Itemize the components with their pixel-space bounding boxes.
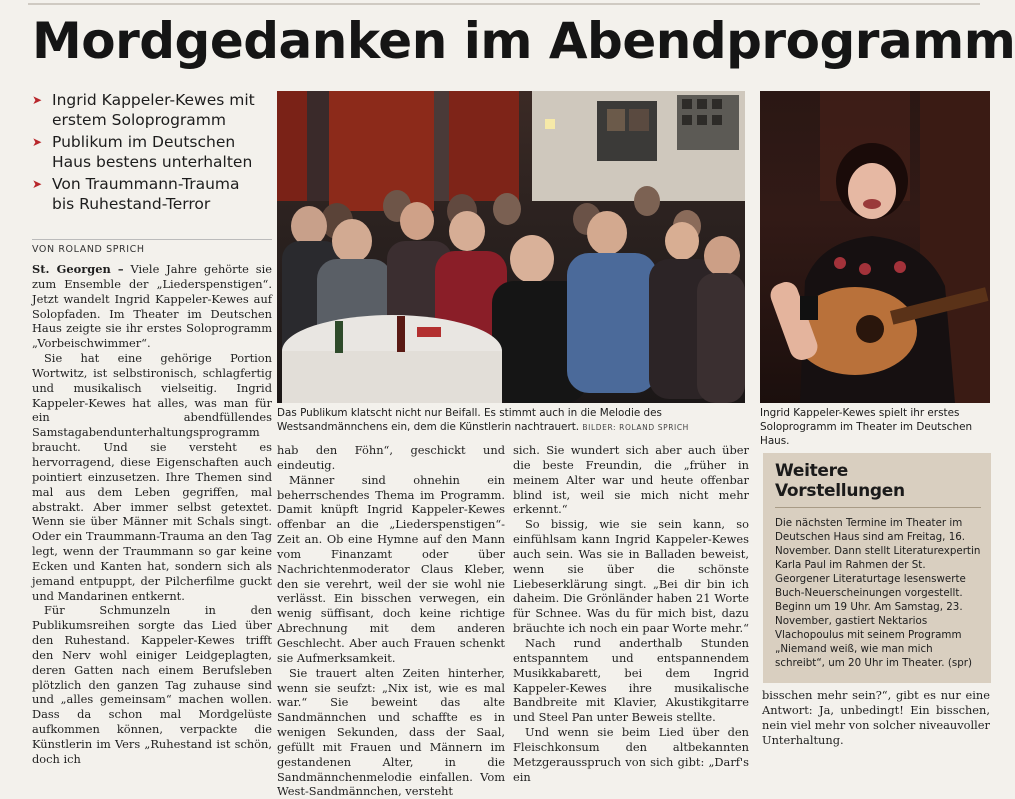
bullet-text: Ingrid Kappeler-Kewes mit erstem Soloprogramm (52, 91, 255, 129)
arrow-bullet-icon: ➤ (32, 177, 43, 191)
paragraph: sich. Sie wundert sich aber auch über die beste Freundin, die „früher in meinem Alter war und heute offenbar blind ist, weil sie mich nicht mehr erkennt.“ (513, 443, 749, 517)
article-column-1 (32, 262, 272, 767)
article-column-2 (277, 443, 505, 799)
audience-photo-graphic (277, 91, 745, 403)
bullet-item (30, 90, 262, 130)
performer-photo (760, 91, 990, 403)
arrow-bullet-icon: ➤ (32, 93, 43, 107)
paragraph (32, 262, 272, 351)
arrow-bullet-icon: ➤ (32, 135, 43, 149)
paragraph: Sie hat eine gehörige Portion Wortwitz, ist selbstironisch, schlagfertig und musikalisch vielseitig. Ingrid Kappeler-Kewes hat alles, was man für ein abendfüllendes Samstagabendunterhaltungsprogramm braucht. Und sie versteht es hervorragend, diese Eigenschaften auch pointiert einzusetzen. Ihre Themen sind mal aus dem Leben gegriffen, mal abstrakt. Aber immer selbst getextet. Wenn sie über Männer mit Schals singt. Oder ein Traummann-Trauma an den Tag legt, wenn der Traummann so gar keine Ecken und Kanten hat, sondern sich als jemand entpuppt, der Pilcherfilme guckt und Mandarinen entkernt. (32, 351, 272, 603)
paragraph: bisschen mehr sein?“, gibt es nur eine Antwort: Ja, unbedingt! Ein bisschen, nein viel mehr von solcher niveauvoller Unterhaltung. (762, 688, 990, 747)
top-rule (28, 3, 980, 5)
dateline: St. Georgen – (32, 262, 124, 276)
headline: Mordgedanken im Abendprogramm (32, 12, 1015, 70)
paragraph: Männer sind ohnehin ein beherrschendes Thema im Programm. Damit knüpft Ingrid Kappeler-Kewes offenbar an die „Liederspenstigen“-Zeit an. Ob eine Hymne auf den Mann vom Finanzamt oder über Nachrichtenmoderator Claus Kleber, den sie verehrt, weil der sie wohl nie verlässt. Ein bisschen verwegen, ein wenig süffisant, doch keine richtige Abrechnung mit dem anderen Geschlecht. Aber auch Frauen schenkt sie Aufmerksamkeit. (277, 472, 505, 665)
article-column-4 (762, 688, 990, 747)
audience-photo (277, 91, 745, 403)
paragraph: Für Schmunzeln in den Publikumsreihen sorgte das Lied über den Ruhestand. Kappeler-Kewes trifft den Nerv wohl einiger Leidgeplagten, deren Gatten nach einem Berufsleben plötzlich den ganzen Tag zuhause sind und „alles gemeinsam“ machen wollen. Dass da schon mal Mordgelüste aufkommen können, verpackte die Künstlerin im Vers „Ruhestand ist schön, doch ich (32, 603, 272, 766)
summary-bullets (30, 90, 262, 216)
info-box-text: Die nächsten Termine im Theater im Deutschen Haus sind am Freitag, 16. November. Dann stellt Literaturexpertin Karla Paul im Rahmen der St. Georgener Literaturtage lesenswerte Buch-Neuerscheinungen vorgestellt. Beginn um 19 Uhr. Am Samstag, 23. November, gastiert Nektarios Vlachopoulus mit seinem Programm „Niemand weiß, wie man mich schreibt“, um 20 Uhr im Theater. (spr) (775, 517, 981, 669)
photo-credit: BILDER: ROLAND SPRICH (582, 423, 689, 432)
bullet-text: Publikum im Deutschen Haus bestens unterhalten (52, 133, 253, 171)
paragraph: Sie trauert alten Zeiten hinterher, wenn sie seufzt: „Nix ist, wie es mal war.“ Sie beweint das alte Sandmännchen und schaffte es in wenigen Sekunden, dass der Saal, gefüllt mit Frauen und Männern im gestandenen Alter, in die Sandmännchenmelodie einfallen. Vom West-Sandmännchen, versteht (277, 665, 505, 799)
performer-photo-graphic (760, 91, 990, 403)
info-box (763, 453, 991, 683)
paragraph: Nach rund anderthalb Stunden entspanntem und entspannendem Musikkabarett, bei dem Ingrid Kappeler-Kewes ihre musikalische Bandbreite mit Klavier, Akustikgitarre und Steel Pan unter Beweis stellte. (513, 635, 749, 725)
caption-text: Das Publikum klatscht nicht nur Beifall. Es stimmt auch in die Melodie des Westsandmännchens ein, dem die Künstlerin nachtrauert. (277, 407, 662, 433)
main-photo-caption (277, 406, 745, 435)
paragraph: So bissig, wie sie sein kann, so einfühlsam kann Ingrid Kappeler-Kewes auch sein. Was sie in Balladen beweist, wenn sie über die schönste Liebeserklärung singt. „Bei dir bin ich daheim. Die Grönländer haben 21 Worte für Schnee. Was du für mich bist, dazu bräuchte ich noch ein paar Worte mehr.“ (513, 517, 749, 636)
bullet-item (30, 132, 262, 172)
bullet-text: Von Traummann-Trauma bis Ruhestand-Terror (52, 175, 240, 213)
info-box-title: Weitere Vorstellungen (775, 461, 981, 508)
paragraph: hab den Föhn“, geschickt und eindeutig. (277, 443, 505, 472)
article-column-3 (513, 443, 749, 784)
paragraph-text: Viele Jahre gehörte sie zum Ensemble der „Liederspenstigen“. Jetzt wandelt Ingrid Kappeler-Kewes auf Solopfaden. Im Theater im Deutschen Haus zeigte sie ihr erstes Soloprogramm „Vorbeischwimmer“. (32, 262, 272, 351)
side-photo-caption: Ingrid Kappeler-Kewes spielt ihr erstes Soloprogramm im Theater im Deutschen Haus. (760, 407, 973, 447)
byline: VON ROLAND SPRICH (32, 239, 272, 255)
paragraph: Und wenn sie beim Lied über den Fleischkonsum den altbekannten Metzgerausspruch von sich gibt: „Darf's ein (513, 725, 749, 784)
bullet-item (30, 174, 262, 214)
